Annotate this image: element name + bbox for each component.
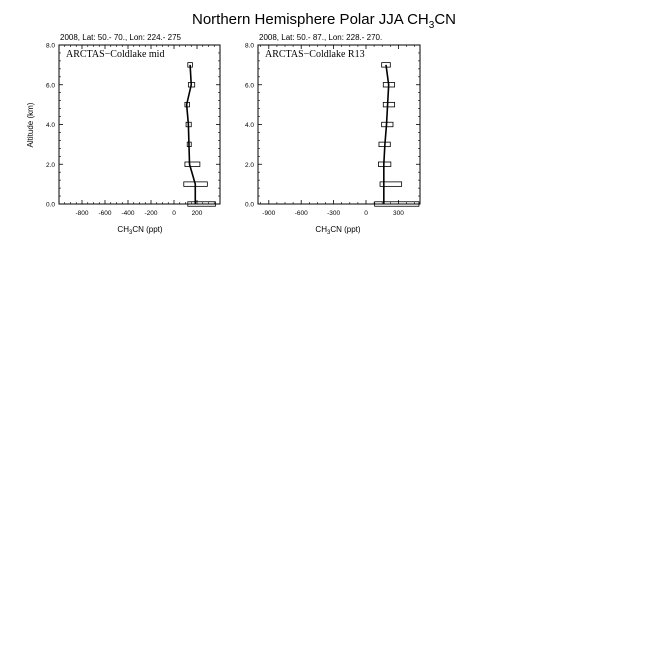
chart-subtitle: 2008, Lat: 50.- 70., Lon: 224.- 275 — [60, 33, 181, 42]
y-tick-label: 0.0 — [45, 201, 55, 209]
y-tick-label: 8.0 — [45, 42, 55, 50]
x-tick-label: -600 — [294, 210, 308, 217]
mean-profile-line — [384, 65, 389, 204]
y-tick-label: 0.0 — [244, 201, 254, 209]
y-tick-label: 6.0 — [45, 82, 55, 90]
y-tick-label: 8.0 — [244, 42, 254, 50]
x-tick-label: -800 — [75, 210, 89, 217]
y-tick-label: 6.0 — [244, 82, 254, 90]
x-tick-label: 0 — [172, 210, 176, 217]
range-box — [185, 162, 200, 167]
y-axis-label: Altitude (km) — [26, 102, 35, 148]
campaign-label: ARCTAS−Coldlake mid — [66, 49, 165, 60]
chart-left — [26, 33, 220, 236]
x-tick-label: 0 — [364, 210, 368, 217]
chart-right — [245, 33, 420, 236]
plot-frame — [59, 45, 220, 204]
mean-profile-line — [187, 65, 196, 204]
plot-frame — [258, 45, 420, 204]
x-tick-label: -900 — [262, 210, 276, 217]
campaign-label: ARCTAS−Coldlake R13 — [265, 49, 365, 60]
x-tick-label: -300 — [327, 210, 341, 217]
y-tick-label: 4.0 — [45, 122, 55, 129]
x-tick-label: -600 — [98, 210, 112, 217]
x-tick-label: 300 — [392, 210, 404, 217]
chart-subtitle: 2008, Lat: 50.- 87., Lon: 228.- 270. — [259, 33, 383, 42]
x-tick-label: -400 — [121, 210, 135, 217]
y-tick-label: 2.0 — [244, 161, 254, 169]
y-tick-label: 2.0 — [45, 161, 55, 169]
x-tick-label: -200 — [144, 210, 158, 217]
x-axis-label: $CH_3CN$ (ppt) — [315, 225, 361, 236]
range-box — [383, 102, 394, 107]
x-tick-label: 200 — [191, 210, 203, 217]
figure-title: Northern Hemisphere Polar JJA $CH_3CN$ — [192, 11, 456, 31]
x-axis-label: $CH_3CN$ (ppt) — [117, 225, 163, 236]
y-tick-label: 4.0 — [244, 122, 254, 129]
